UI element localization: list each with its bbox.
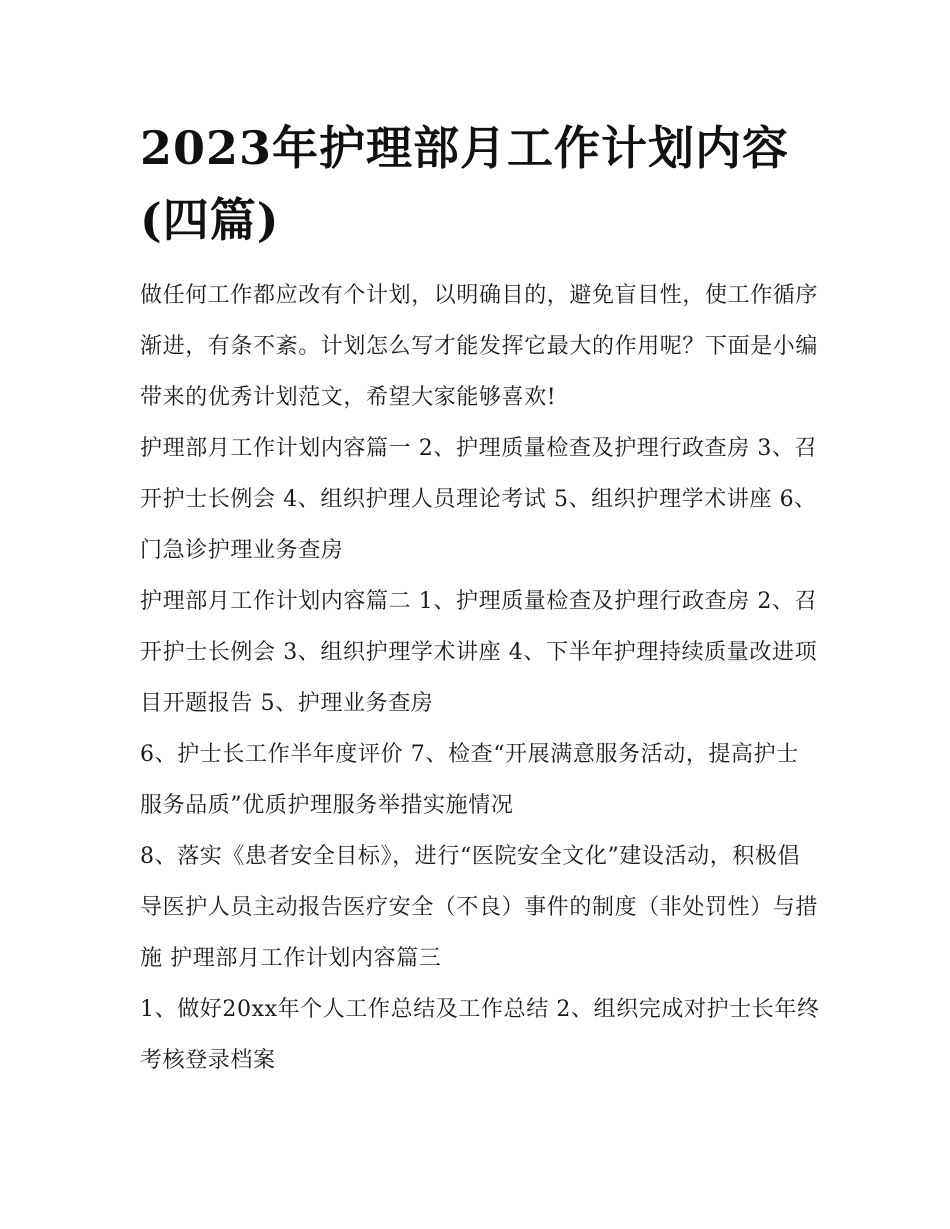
paragraph-plan-two: 护理部月工作计划内容篇二 1、护理质量检查及护理行政查房 2、召开护士长例会 3、组织护理学术讲座 4、下半年护理持续质量改进项目开题报告 5、护理业务查房 [140,589,818,716]
paragraph-plan-one: 护理部月工作计划内容篇一 2、护理质量检查及护理行政查房 3、召开护士长例会 4、组织护理人员理论考试 5、组织护理学术讲座 6、门急诊护理业务查房 [140,436,818,563]
document-body [140,270,820,1086]
document-title: 2023年护理部月工作计划内容(四篇) [140,121,790,247]
paragraph-intro: 做任何工作都应改有个计划，以明确目的，避免盲目性，使工作循序渐进，有条不紊。计划怎么写才能发挥它最大的作用呢？下面是小编带来的优秀计划范文，希望大家能够喜欢! [140,283,819,410]
paragraph-plan-three: 1、做好20xx年个人工作总结及工作总结 2、组织完成对护士长年终考核登录档案 [140,997,820,1073]
paragraph-plan-two-cont-a: 6、护士长工作半年度评价 7、检查“开展满意服务活动，提高护士服务品质”优质护理服务举措实施情况 [140,742,799,818]
paragraph-plan-two-cont-b: 8、落实《患者安全目标》，进行“医院安全文化”建设活动，积极倡导医护人员主动报告医疗安全（不良）事件的制度（非处罚性）与措施 护理部月工作计划内容篇三 [140,844,819,971]
document-content [140,112,820,1086]
